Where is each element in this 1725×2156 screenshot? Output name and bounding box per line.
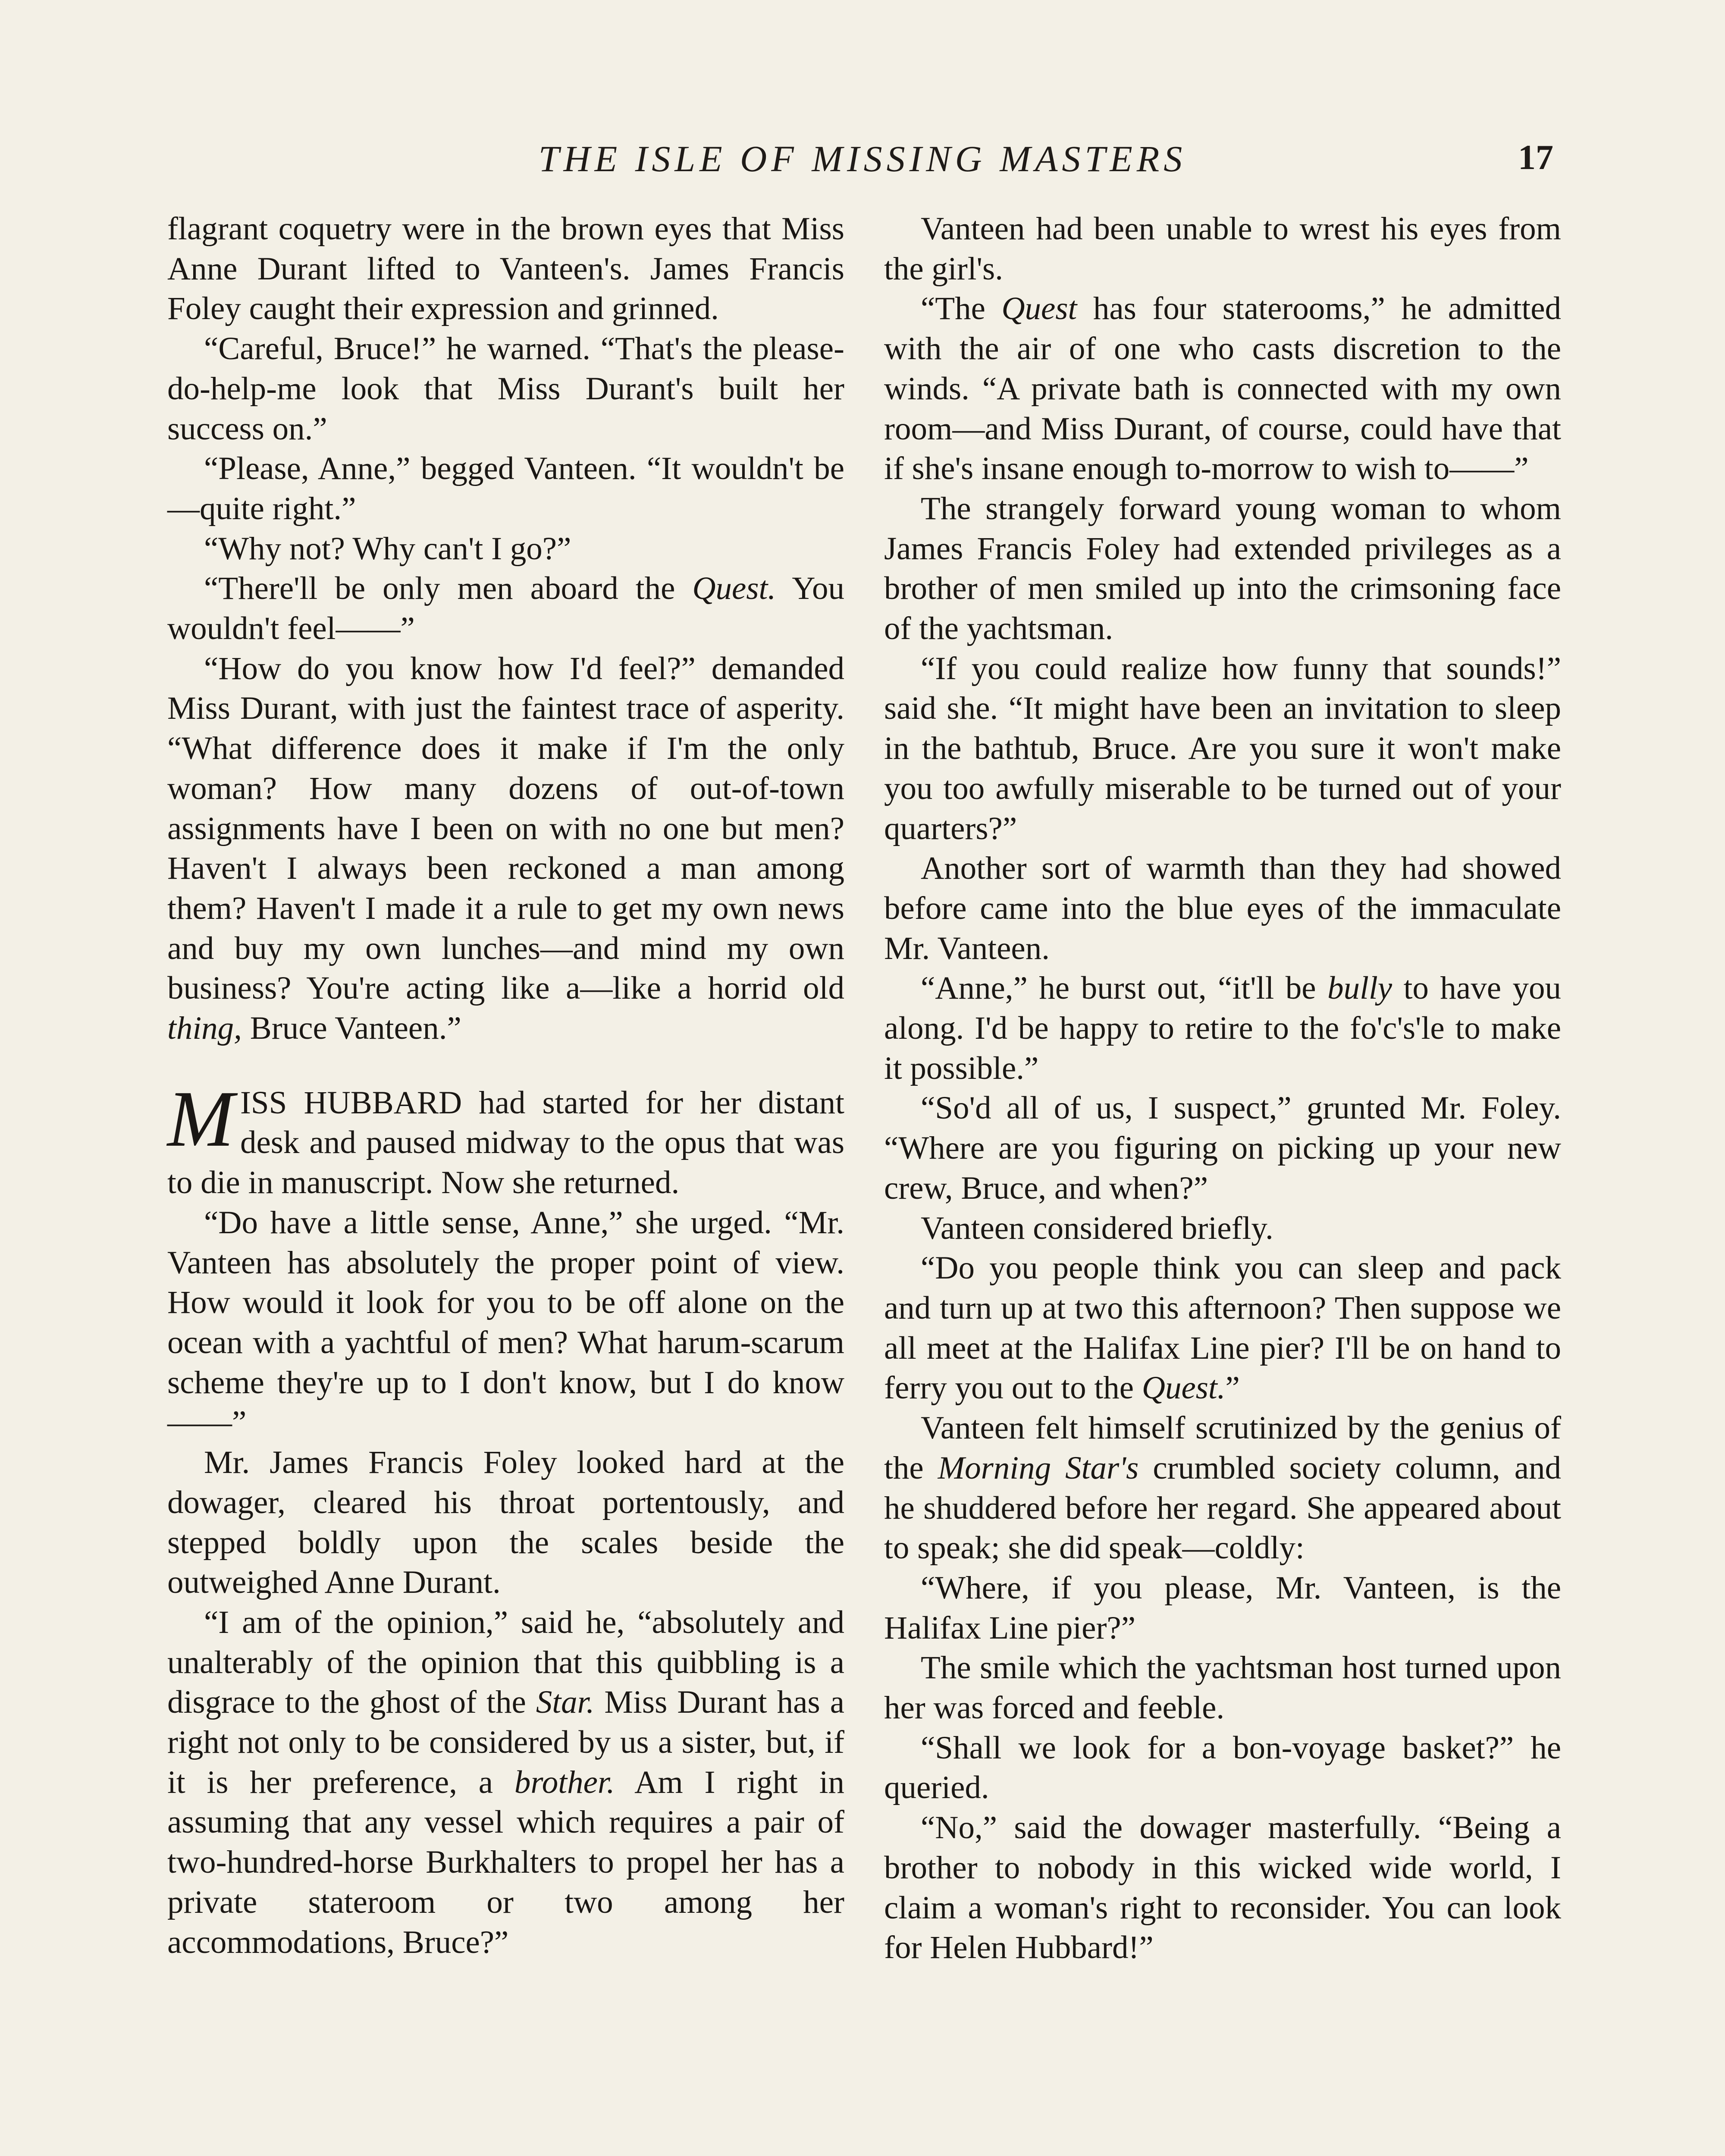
page-number: 17 (1518, 138, 1553, 177)
paragraph: “I am of the opinion,” said he, “absolutely and unalterably of the opinion that this quibbling is a disgrace to the ghost of the Star. Miss Durant has a right not only to be considered by us a sister, but, if it is her preference, a brother. Am I right in assuming that any vessel which requires a pair of two-hundred-horse Burkhalters to propel her has a private stateroom or two among her accommodations, Bruce?” (167, 1604, 844, 1960)
paragraph: flagrant coquetry were in the brown eyes that Miss Anne Durant lifted to Vanteen's. James Francis Foley caught their expression and grinned. (167, 211, 844, 327)
paragraph: “No,” said the dowager masterfully. “Being a brother to nobody in this wicked wide world, I claim a woman's right to reconsider. You can look for Helen Hubbard!” (884, 1810, 1561, 1966)
paragraph: “There'll be only men aboard the Quest. You wouldn't feel——” (167, 570, 844, 647)
paragraph: “How do you know how I'd feel?” demanded Miss Durant, with just the faintest trace of asperity. “What difference does it make if I'm the only woman? How many dozens of out-of-town assignments have I been on with no one but men? Haven't I always been reckoned a man among them? Haven't I made it a rule to get my own news and buy my own lunches—and mind my own business? You're acting like a—like a horrid old thing, Bruce Vanteen.” (167, 650, 844, 1047)
paragraph: Mr. James Francis Foley looked hard at the dowager, cleared his throat portentously, and stepped boldly upon the scales beside the outweighed Anne Durant. (167, 1445, 844, 1601)
right-column (884, 209, 1561, 1968)
paragraph: “Do you people think you can sleep and pack and turn up at two this afternoon? Then suppose we all meet at the Halifax Line pier? I'll be on hand to ferry you out to the Quest.” (884, 1250, 1561, 1406)
paragraph: “The Quest has four staterooms,” he admitted with the air of one who casts discretion to the winds. “A private bath is connected with my own room—and Miss Durant, of course, could have that if she's insane enough to-morrow to wish to——” (884, 291, 1561, 487)
paragraph: “Careful, Bruce!” he warned. “That's the please-do-help-me look that Miss Durant's built her success on.” (167, 331, 844, 447)
paragraph: “Do have a little sense, Anne,” she urged. “Mr. Vanteen has absolutely the proper point of view. How would it look for you to be off alone on the ocean with a yachtful of men? What harum-scarum scheme they're up to I don't know, but I do know——” (167, 1204, 844, 1441)
paragraph: The smile which the yachtsman host turned upon her was forced and feeble. (884, 1650, 1561, 1726)
paragraph: “Anne,” he burst out, “it'll be bully to have you along. I'd be happy to retire to the fo'c's'le to make it possible.” (884, 970, 1561, 1086)
drop-cap: M (167, 1074, 234, 1163)
left-column (167, 209, 844, 1962)
paragraph: The strangely forward young woman to whom James Francis Foley had extended privileges as a brother of men smiled up into the crimsoning face of the yachtsman. (884, 490, 1561, 647)
paragraph: Another sort of warmth than they had showed before came into the blue eyes of the immaculate Mr. Vanteen. (884, 850, 1561, 966)
paragraph: Vanteen considered briefly. (921, 1210, 1273, 1246)
paragraph: “Please, Anne,” begged Vanteen. “It wouldn't be—quite right.” (167, 451, 844, 526)
paragraph: “Where, if you please, Mr. Vanteen, is the Halifax Line pier?” (884, 1570, 1561, 1646)
running-title: THE ISLE OF MISSING MASTERS (538, 138, 1187, 179)
paragraph: Vanteen felt himself scrutinized by the genius of the Morning Star's crumbled society column, and he shuddered before her regard. She appeared about to speak; she did speak—coldly: (884, 1410, 1561, 1566)
paragraph: “If you could realize how funny that sounds!” said she. “It might have been an invitation to sleep in the bathtub, Bruce. Are you sure it won't make you too awfully miserable to be turned out of your quarters?” (884, 650, 1561, 846)
paragraph: “Why not? Why can't I go?” (204, 530, 571, 567)
paragraph: Vanteen had been unable to wrest his eyes from the girl's. (884, 211, 1561, 287)
section-opening-paragraph: MISS HUBBARD had started for her distant desk and paused midway to the opus that was to die in manuscript. Now she returned. (167, 1074, 844, 1201)
paragraph: “Shall we look for a bon-voyage basket?” he queried. (884, 1730, 1561, 1806)
paragraph: “So'd all of us, I suspect,” grunted Mr. Foley. “Where are you figuring on picking up your new crew, Bruce, and when?” (884, 1090, 1561, 1206)
